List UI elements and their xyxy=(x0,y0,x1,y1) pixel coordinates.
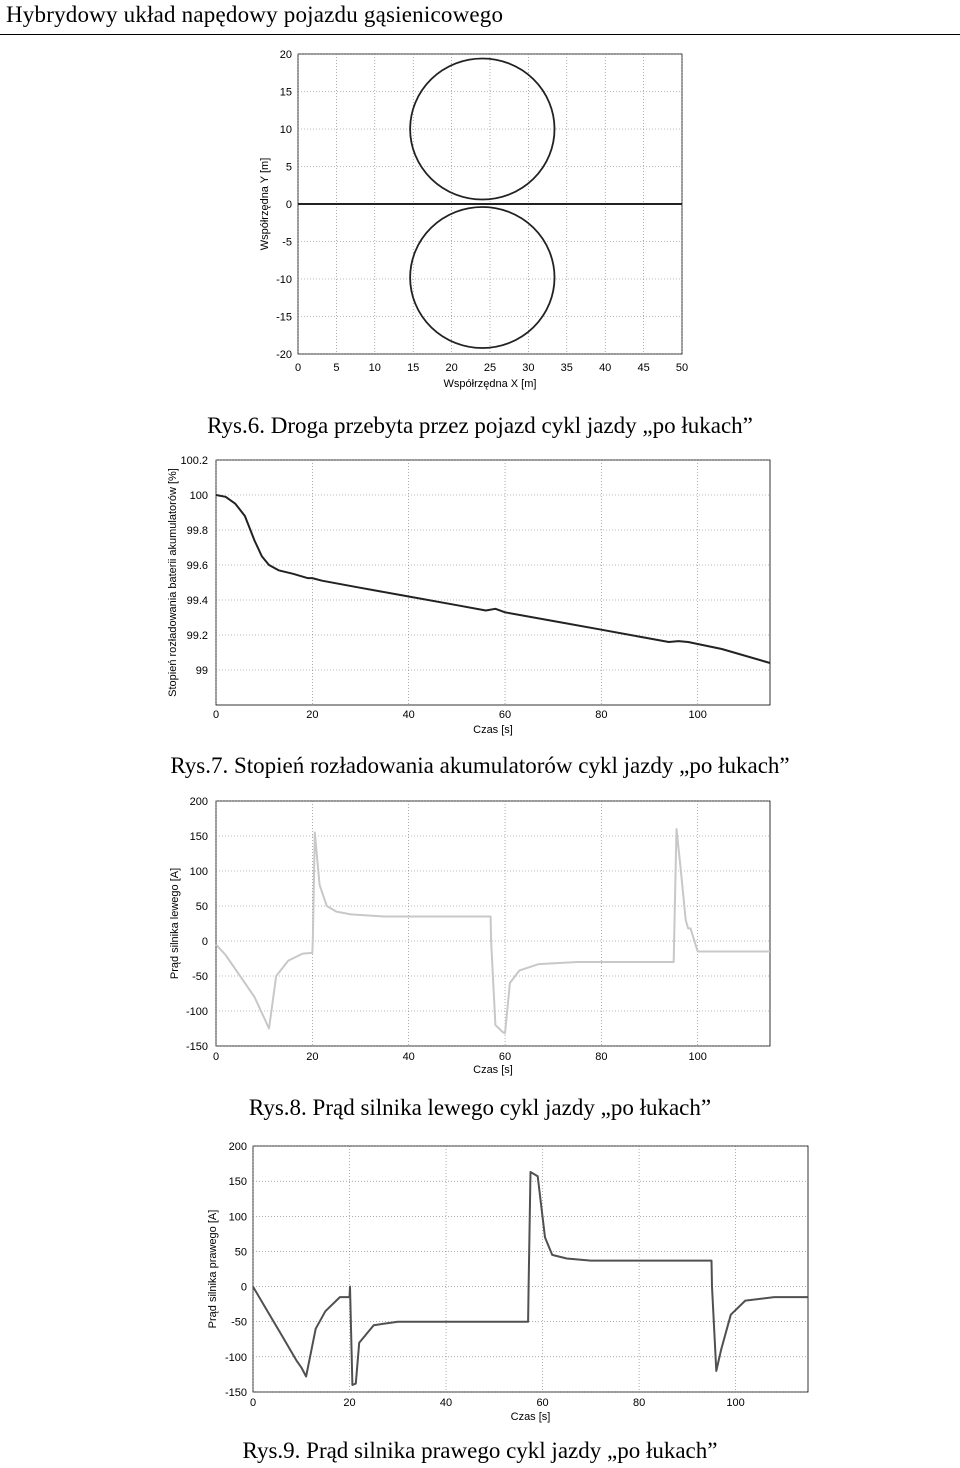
y-tick-label: -50 xyxy=(231,1316,247,1329)
y-tick-label: -15 xyxy=(276,311,292,324)
x-axis-label: Czas [s] xyxy=(473,724,513,736)
y-tick-label: 0 xyxy=(240,1281,247,1294)
y-tick-label: 100 xyxy=(189,490,208,502)
y-tick-label: 200 xyxy=(189,796,208,808)
x-tick-label: 0 xyxy=(294,362,302,374)
chart-right-motor-current xyxy=(0,1130,960,1430)
x-tick-label: 80 xyxy=(595,1051,608,1063)
chart-battery-discharge xyxy=(0,450,960,750)
x-axis-label: Czas [s] xyxy=(510,1411,551,1423)
y-axis-label: Stopień rozładowania baterii akumulatorów [%] xyxy=(167,468,179,697)
chart-left-motor-current xyxy=(0,790,960,1090)
y-tick-label: -100 xyxy=(185,1006,208,1018)
x-tick-label: 60 xyxy=(498,1051,512,1063)
y-tick-label: 99 xyxy=(195,665,208,677)
x-tick-label: 25 xyxy=(483,362,497,374)
x-tick-label: 40 xyxy=(439,1397,453,1409)
x-tick-label: 60 xyxy=(498,709,512,721)
x-tick-label: 20 xyxy=(306,1051,319,1063)
y-tick-label: 100 xyxy=(189,866,208,878)
x-tick-label: 15 xyxy=(407,362,420,374)
x-tick-label: 20 xyxy=(445,362,458,374)
x-tick-label: 40 xyxy=(599,362,612,374)
page-header xyxy=(0,0,960,35)
x-tick-label: 45 xyxy=(637,362,650,374)
y-tick-label: 0 xyxy=(201,936,208,948)
x-tick-label: 80 xyxy=(632,1397,646,1409)
x-axis-label: Współrzędna X [m] xyxy=(443,378,537,390)
caption-rys9: Rys.9. Prąd silnika prawego cykl jazdy „po łukach” xyxy=(242,1438,718,1463)
caption-rys8: Rys.8. Prąd silnika lewego cykl jazdy „po łukach” xyxy=(248,1095,712,1120)
x-tick-label: 40 xyxy=(402,709,415,721)
x-tick-label: 30 xyxy=(522,362,535,374)
y-axis-label: Prąd silnika lewego [A] xyxy=(169,867,181,980)
x-tick-label: 60 xyxy=(536,1397,549,1409)
y-tick-label: -150 xyxy=(185,1041,208,1053)
y-tick-label: 0 xyxy=(285,199,292,211)
y-tick-label: -150 xyxy=(224,1387,247,1399)
x-tick-label: 50 xyxy=(675,362,689,374)
caption-rys6: Rys.6. Droga przebyta przez pojazd cykl jazdy „po łukach” xyxy=(207,413,753,438)
y-tick-label: 100 xyxy=(228,1211,247,1224)
y-tick-label: -20 xyxy=(276,349,292,361)
x-tick-label: 100 xyxy=(688,709,707,721)
y-tick-label: 99.2 xyxy=(186,630,208,642)
y-tick-label: 150 xyxy=(228,1176,247,1189)
x-tick-label: 20 xyxy=(343,1397,356,1409)
y-tick-label: 50 xyxy=(234,1246,247,1259)
y-tick-label: 99.4 xyxy=(186,595,208,607)
y-tick-label: -100 xyxy=(224,1351,247,1364)
y-axis-label: Prąd silnika prawego [A] xyxy=(207,1209,219,1329)
page-title: Hybrydowy układ napędowy pojazdu gąsienicowego xyxy=(6,2,504,27)
y-tick-label: 99.8 xyxy=(186,525,208,537)
chart-vehicle-path xyxy=(0,34,960,434)
y-axis-label: Współrzędna Y [m] xyxy=(259,157,271,251)
x-tick-label: 0 xyxy=(212,1051,220,1063)
y-tick-label: 200 xyxy=(228,1141,247,1153)
x-tick-label: 0 xyxy=(212,709,220,721)
x-axis-label: Czas [s] xyxy=(473,1064,513,1076)
y-tick-label: -10 xyxy=(276,274,292,286)
y-tick-label: 10 xyxy=(279,124,292,136)
x-tick-label: 20 xyxy=(306,709,319,721)
y-tick-label: 15 xyxy=(279,86,292,99)
x-tick-label: 40 xyxy=(402,1051,415,1063)
x-tick-label: 80 xyxy=(595,709,608,721)
x-tick-label: 35 xyxy=(560,362,573,374)
x-tick-label: 0 xyxy=(249,1397,257,1409)
y-tick-label: -5 xyxy=(282,236,292,249)
y-tick-label: 5 xyxy=(285,161,292,174)
y-tick-label: -50 xyxy=(192,971,208,983)
x-tick-label: 10 xyxy=(368,362,381,374)
x-tick-label: 100 xyxy=(688,1051,707,1063)
y-tick-label: 20 xyxy=(279,49,292,61)
y-tick-label: 150 xyxy=(189,831,208,843)
y-tick-label: 50 xyxy=(195,901,208,913)
y-tick-label: 100.2 xyxy=(180,455,208,467)
caption-rys7: Rys.7. Stopień rozładowania akumulatorów cykl jazdy „po łukach” xyxy=(170,753,790,778)
y-tick-label: 99.6 xyxy=(186,560,208,572)
x-tick-label: 5 xyxy=(333,362,340,374)
plot-frame xyxy=(216,460,770,705)
x-tick-label: 100 xyxy=(726,1397,745,1409)
